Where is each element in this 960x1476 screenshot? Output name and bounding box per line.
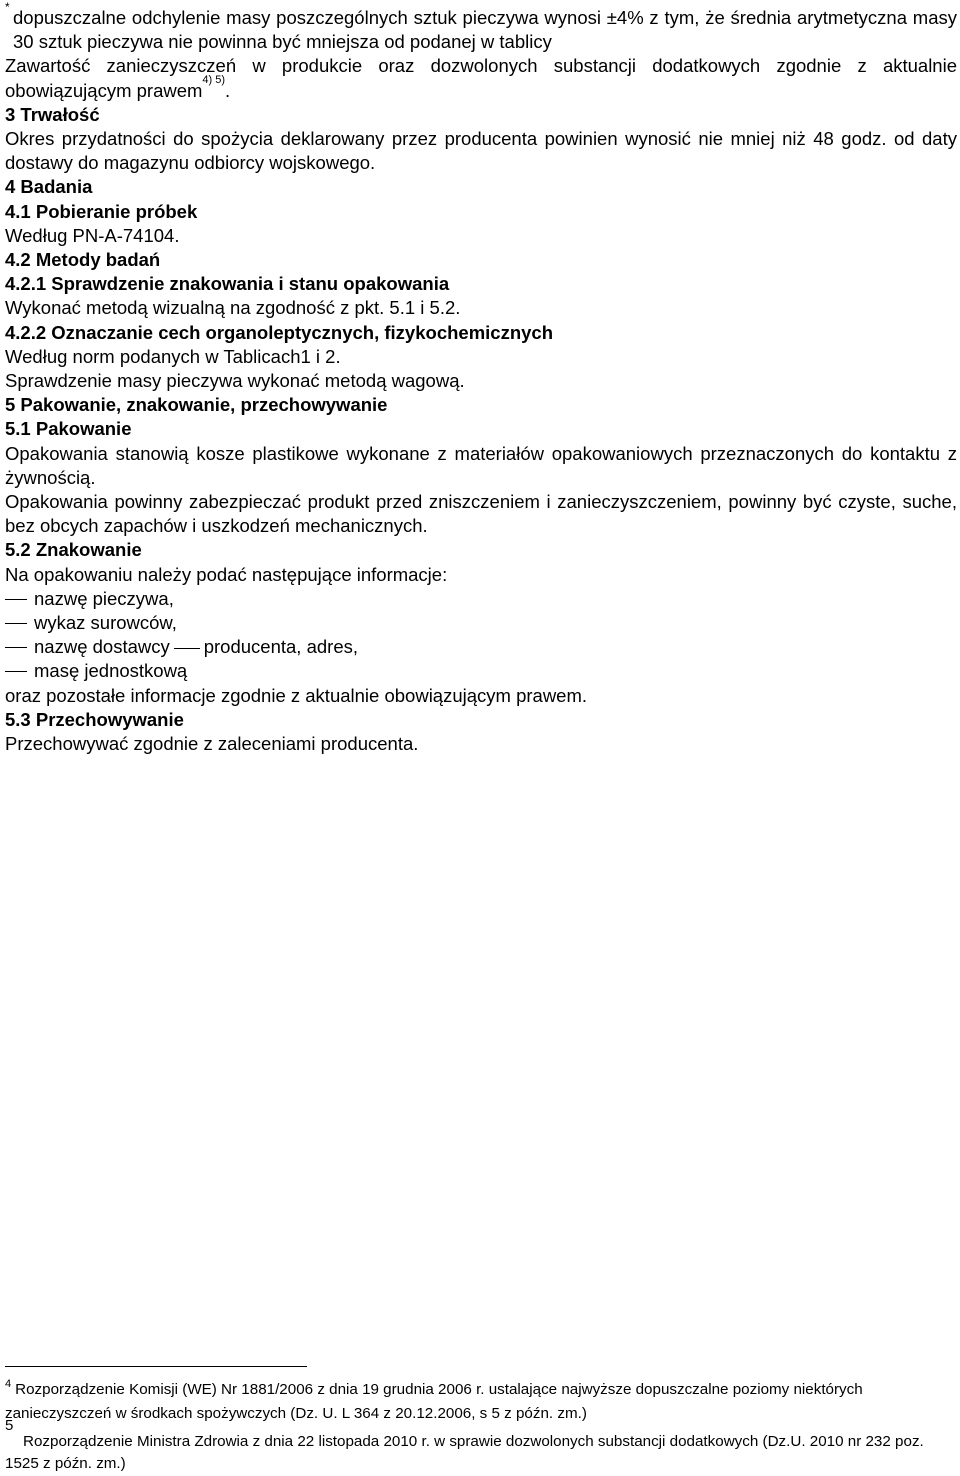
section-5-2-text: Na opakowaniu należy podać następujące informacje:	[5, 563, 448, 585]
document-body	[5, 0, 957, 756]
list-item: wykaz surowców,	[5, 611, 957, 635]
section-5-1-text-a: Opakowania stanowią kosze plastikowe wykonane z materiałów opakowaniowych przeznaczonych do kontaktu z żywnością.	[5, 442, 957, 488]
section-4-2-1-heading: 4.2.1 Sprawdzenie znakowania i stanu opakowania	[5, 273, 450, 295]
list-item: masę jednostkową	[5, 659, 957, 683]
contaminants-text: Zawartość zanieczyszczeń w produkcie oraz dozwolonych substancji dodatkowych zgodnie z aktualnie obowiązującym prawem$^{4) 5)}$.	[5, 55, 957, 101]
section-4-2-2-text-a: Według norm podanych w Tablicach1 i 2.	[5, 345, 341, 367]
footnote-5: 5 Rozporządzenie Ministra Zdrowia z dnia 22 listopada 2010 r. w sprawie dozwolonych substancji dodatkowych (Dz.U. 2010 nr 232 poz. 1525 z późn. zm.)	[5, 1418, 955, 1474]
section-5-2-heading: 5.2 Znakowanie	[5, 539, 142, 561]
dash-bullet	[5, 599, 27, 600]
section-4-2-2-heading: 4.2.2 Oznaczanie cech organoleptycznych, fizykochemicznych	[5, 321, 553, 343]
em-dash	[174, 648, 200, 649]
footnotes	[5, 1366, 955, 1474]
footnote-number: 4	[5, 1378, 12, 1390]
dash-bullet	[5, 647, 27, 648]
section-5-1-heading: 5.1 Pakowanie	[5, 418, 132, 440]
dash-bullet	[5, 623, 27, 624]
section-5-heading: 5 Pakowanie, znakowanie, przechowywanie	[5, 394, 388, 416]
section-5-1-text-b: Opakowania powinny zabezpieczać produkt przed zniszczeniem i zanieczyszczeniem, powinny być czyste, suche, bez obcych zapachów i uszkodzeń mechanicznych.	[5, 491, 957, 537]
footnote-ref: 4) 5)	[202, 73, 226, 86]
section-4-1-heading: 4.1 Pobieranie próbek	[5, 200, 198, 222]
section-4-2-heading: 4.2 Metody badań	[5, 249, 161, 271]
section-3-text: Okres przydatności do spożycia deklarowany przez producenta powinien wynosić nie mniej niż 48 godz. od daty dostawy do magazynu odbiorcy wojskowego.	[5, 128, 957, 174]
footnote-number: 5	[5, 1417, 14, 1434]
tolerance-text: dopuszczalne odchylenie masy poszczególnych sztuk pieczywa wynosi ±4% z tym, że średnia arytmetyczna masy 30 sztuk pieczywa nie powinna być mniejsza od podanej w tablicy	[13, 7, 957, 53]
section-5-2-end-text: oraz pozostałe informacje zgodnie z aktualnie obowiązującym prawem.	[5, 684, 588, 706]
list-item: nazwę pieczywa,	[5, 587, 957, 611]
section-4-heading: 4 Badania	[5, 176, 93, 198]
list-item: nazwę dostawcy producenta, adres,	[5, 635, 957, 659]
section-4-2-1-text: Wykonać metodą wizualną na zgodność z pkt. 5.1 i 5.2.	[5, 297, 461, 319]
section-3-heading: 3 Trwałość	[5, 103, 100, 125]
section-5-3-heading: 5.3 Przechowywanie	[5, 708, 184, 730]
section-4-2-2-text-b: Sprawdzenie masy pieczywa wykonać metodą wagową.	[5, 370, 465, 392]
dash-bullet	[5, 671, 27, 672]
section-5-3-text: Przechowywać zgodnie z zaleceniami producenta.	[5, 733, 419, 755]
weight-tolerance-note	[5, 0, 957, 54]
footnote-star: *	[5, 0, 10, 14]
footnote-4: $^4$ Rozporządzenie Komisji (WE) Nr 1881/2006 z dnia 19 grudnia 2006 r. ustalające najwyższe dopuszczalne poziomy niektórych zanieczyszczeń w środkach spożywczych (Dz. U. L 364 z 20.12.2006, s 5 z późn. zm.)	[5, 1378, 863, 1422]
section-4-1-text: Według PN-A-74104.	[5, 224, 180, 246]
footnote-separator	[5, 1366, 307, 1367]
